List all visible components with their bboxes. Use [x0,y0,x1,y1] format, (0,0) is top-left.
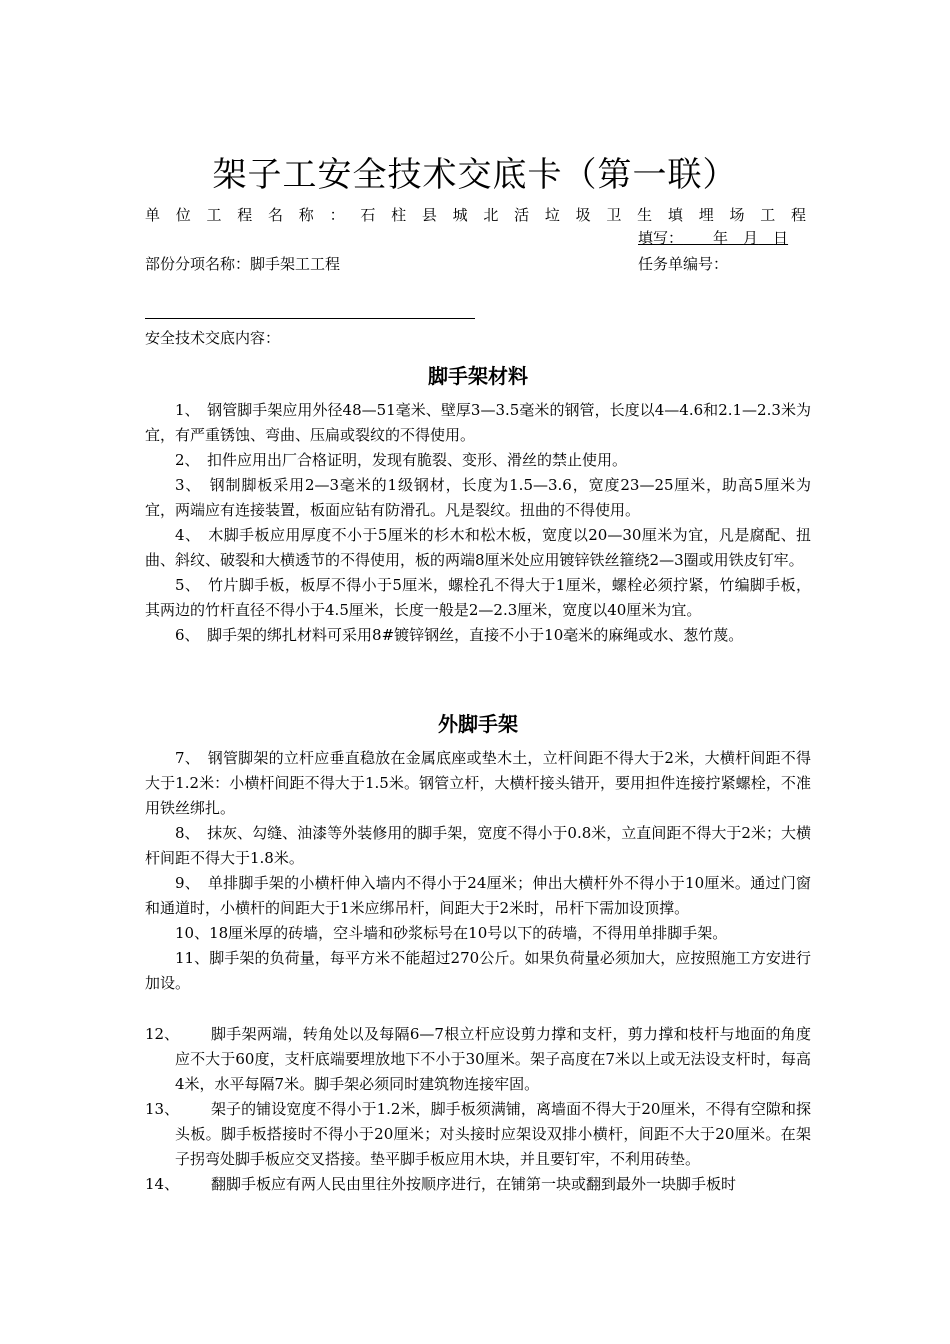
list-item: 7、 钢管脚架的立杆应垂直稳放在金属底座或垫木土，立杆间距不得大于2米，大横杆间距不得大于1.2米：小横杆间距不得大于1.5米。钢管立杆，大横杆接头错开，要用担件连接拧紧螺栓，不准用铁丝绑扎。 [145,749,811,817]
list-item [145,1097,811,1172]
external-scaffold-list [145,746,811,996]
date-day: 日 [773,229,789,247]
date-month: 月 [743,229,759,247]
content-label: 安全技术交底内容： [145,329,281,347]
list-item [145,1172,811,1197]
hanging-list [145,1022,811,1197]
materials-list [145,398,811,648]
item-number: 13、 [145,1100,180,1118]
unit-value: 石柱县城北活垃圾卫生填埋场工程 [360,206,808,224]
section-title-external-scaffold: 外脚手架 [438,712,518,736]
item-text: 翻脚手板应有两人民由里往外按顺序进行，在铺第一块或翻到最外一块脚手板时 [211,1175,737,1193]
list-item: 4、 木脚手板应用厚度不小于5厘米的杉木和松木板，宽度以20—30厘米为宜，凡是腐配、扭曲、斜纹、破裂和大横透节的不得使用，板的两端8厘米处应用镀锌铁丝箍绕2—3圈或用铁皮钉牢。 [145,526,811,569]
item-text: 脚手架两端，转角处以及每隔6—7根立杆应设剪力撑和支杆，剪力撑和枝杆与地面的角度应不大于60度，支杆底端要埋放地下不小于30厘米。架子高度在7米以上或无法设支杆时，每高4米，水平每隔7米。脚手架必须同时建筑物连接牢固。 [175,1025,811,1093]
list-item: 1、 钢管脚手架应用外径48—51毫米、壁厚3—3.5毫米的钢管，长度以4—4.6和2.1—2.3米为宜，有严重锈蚀、弯曲、压扁或裂纹的不得使用。 [145,401,811,444]
unit-project-line [145,204,808,226]
date-label: 填写： [638,229,684,247]
list-item: 2、 扣件应用出厂合格证明，发现有脆裂、变形、滑丝的禁止使用。 [175,451,628,469]
list-item: 11、脚手架的负荷量，每平方米不能超过270公斤。如果负荷量必须加大，应按照施工方安进行加设。 [145,949,811,992]
list-item: 9、 单排脚手架的小横杆伸入墙内不得小于24厘米；伸出大横杆外不得小于10厘米。通过门窗和通道时，小横杆的间距大于1米应绑吊杆，间距大于2米时，吊杆下需加设顶撑。 [145,874,811,917]
date-line [638,227,788,249]
list-item: 8、 抹灰、勾缝、油漆等外装修用的脚手架，宽度不得小于0.8米，立直间距不得大于2米；大横杆间距不得大于1.8米。 [145,824,811,867]
list-item: 3、 钢制脚板采用2—3毫米的1级钢材，长度为1.5—3.6，宽度23—25厘米，助高5厘米为宜，两端应有连接装置，板面应钻有防滑孔。凡是裂纹。扭曲的不得使用。 [145,476,811,519]
section-title-materials: 脚手架材料 [428,364,528,388]
item-text: 架子的铺设宽度不得小于1.2米，脚手板须满铺，离墙面不得大于20厘米，不得有空隙和探头板。脚手板搭接时不得小于20厘米；对头接时应架设双排小横杆，间距不大于20厘米。在架子拐弯处脚手板应交叉搭接。垫平脚手板应用木块，并且要钉牢，不利用砖垫。 [175,1100,811,1168]
unit-label: 单位工程名称： [145,206,361,224]
sub-value: 脚手架工工程 [250,255,341,273]
divider-line [145,318,475,319]
item-number: 12、 [145,1025,180,1043]
list-item: 5、 竹片脚手板，板厚不得小于5厘米，螺栓孔不得大于1厘米，螺栓必须拧紧，竹编脚手板，其两边的竹杆直径不得小于4.5厘米，长度一般是2—2.3厘米，宽度以40厘米为宜。 [145,576,811,619]
list-item [145,1022,811,1097]
item-number: 14、 [145,1175,180,1193]
sub-project-line [145,253,340,275]
sub-label: 部份分项名称： [145,255,251,273]
task-number-label: 任务单编号： [638,255,729,273]
list-item: 10、18厘米厚的砖墙，空斗墙和砂浆标号在10号以下的砖墙，不得用单排脚手架。 [175,924,728,942]
list-item: 6、 脚手架的绑扎材料可采用8#镀锌钢丝，直接不小于10毫米的麻绳或水、葱竹蔑。 [175,626,744,644]
date-year: 年 [713,229,729,247]
document-title: 架子工安全技术交底卡（第一联） [212,155,738,195]
